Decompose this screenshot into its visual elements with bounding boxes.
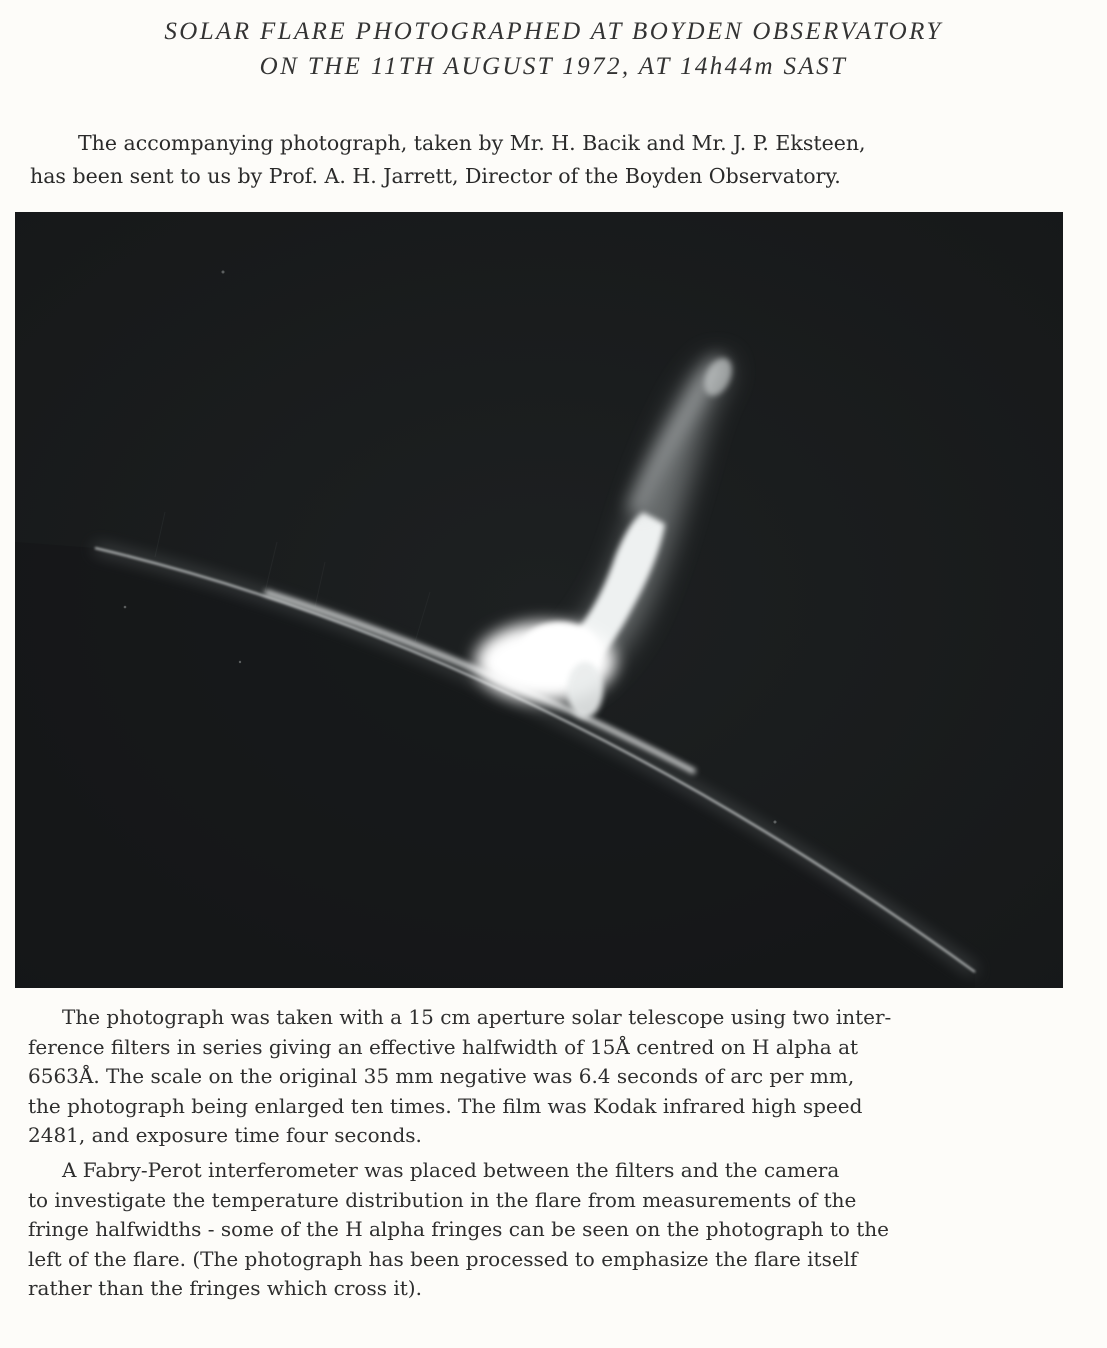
paragraph-line: The photograph was taken with a 15 cm aperture solar telescope using two inter-: [62, 1005, 892, 1029]
paragraph-line: to investigate the temperature distribution in the flare from measurements of the: [28, 1187, 857, 1212]
paragraph-line: A Fabry-Perot interferometer was placed between the filters and the camera: [62, 1158, 840, 1182]
solar-flare-photograph: [15, 212, 1063, 988]
intro-line: has been sent to us by Prof. A. H. Jarrett, Director of the Boyden Observatory.: [30, 164, 841, 188]
intro-paragraph: [30, 127, 1040, 193]
paragraph-line: rather than the fringes which cross it).: [28, 1276, 422, 1300]
title-line-1: SOLAR FLARE PHOTOGRAPHED AT BOYDEN OBSERVATORY: [164, 18, 943, 45]
description-paragraph-1: [28, 1003, 1068, 1151]
intro-line: The accompanying photograph, taken by Mr. H. Bacik and Mr. J. P. Eksteen,: [78, 131, 866, 155]
paragraph-line: 6563Å. The scale on the original 35 mm negative was 6.4 seconds of arc per mm,: [28, 1064, 855, 1088]
paragraph-line: the photograph being enlarged ten times. The film was Kodak infrared high speed: [28, 1093, 863, 1118]
description-paragraph-2: [28, 1156, 1068, 1304]
paragraph-line: left of the flare. (The photograph has been processed to emphasize the flare itself: [28, 1246, 858, 1271]
paragraph-line: ference filters in series giving an effective halfwidth of 15Å centred on H alpha at: [28, 1034, 859, 1059]
paragraph-line: fringe halfwidths - some of the H alpha fringes can be seen on the photograph to the: [28, 1217, 890, 1241]
paragraph-line: 2481, and exposure time four seconds.: [28, 1123, 422, 1147]
title-line-2: ON THE 11TH AUGUST 1972, AT 14h44m SAST: [259, 53, 848, 80]
